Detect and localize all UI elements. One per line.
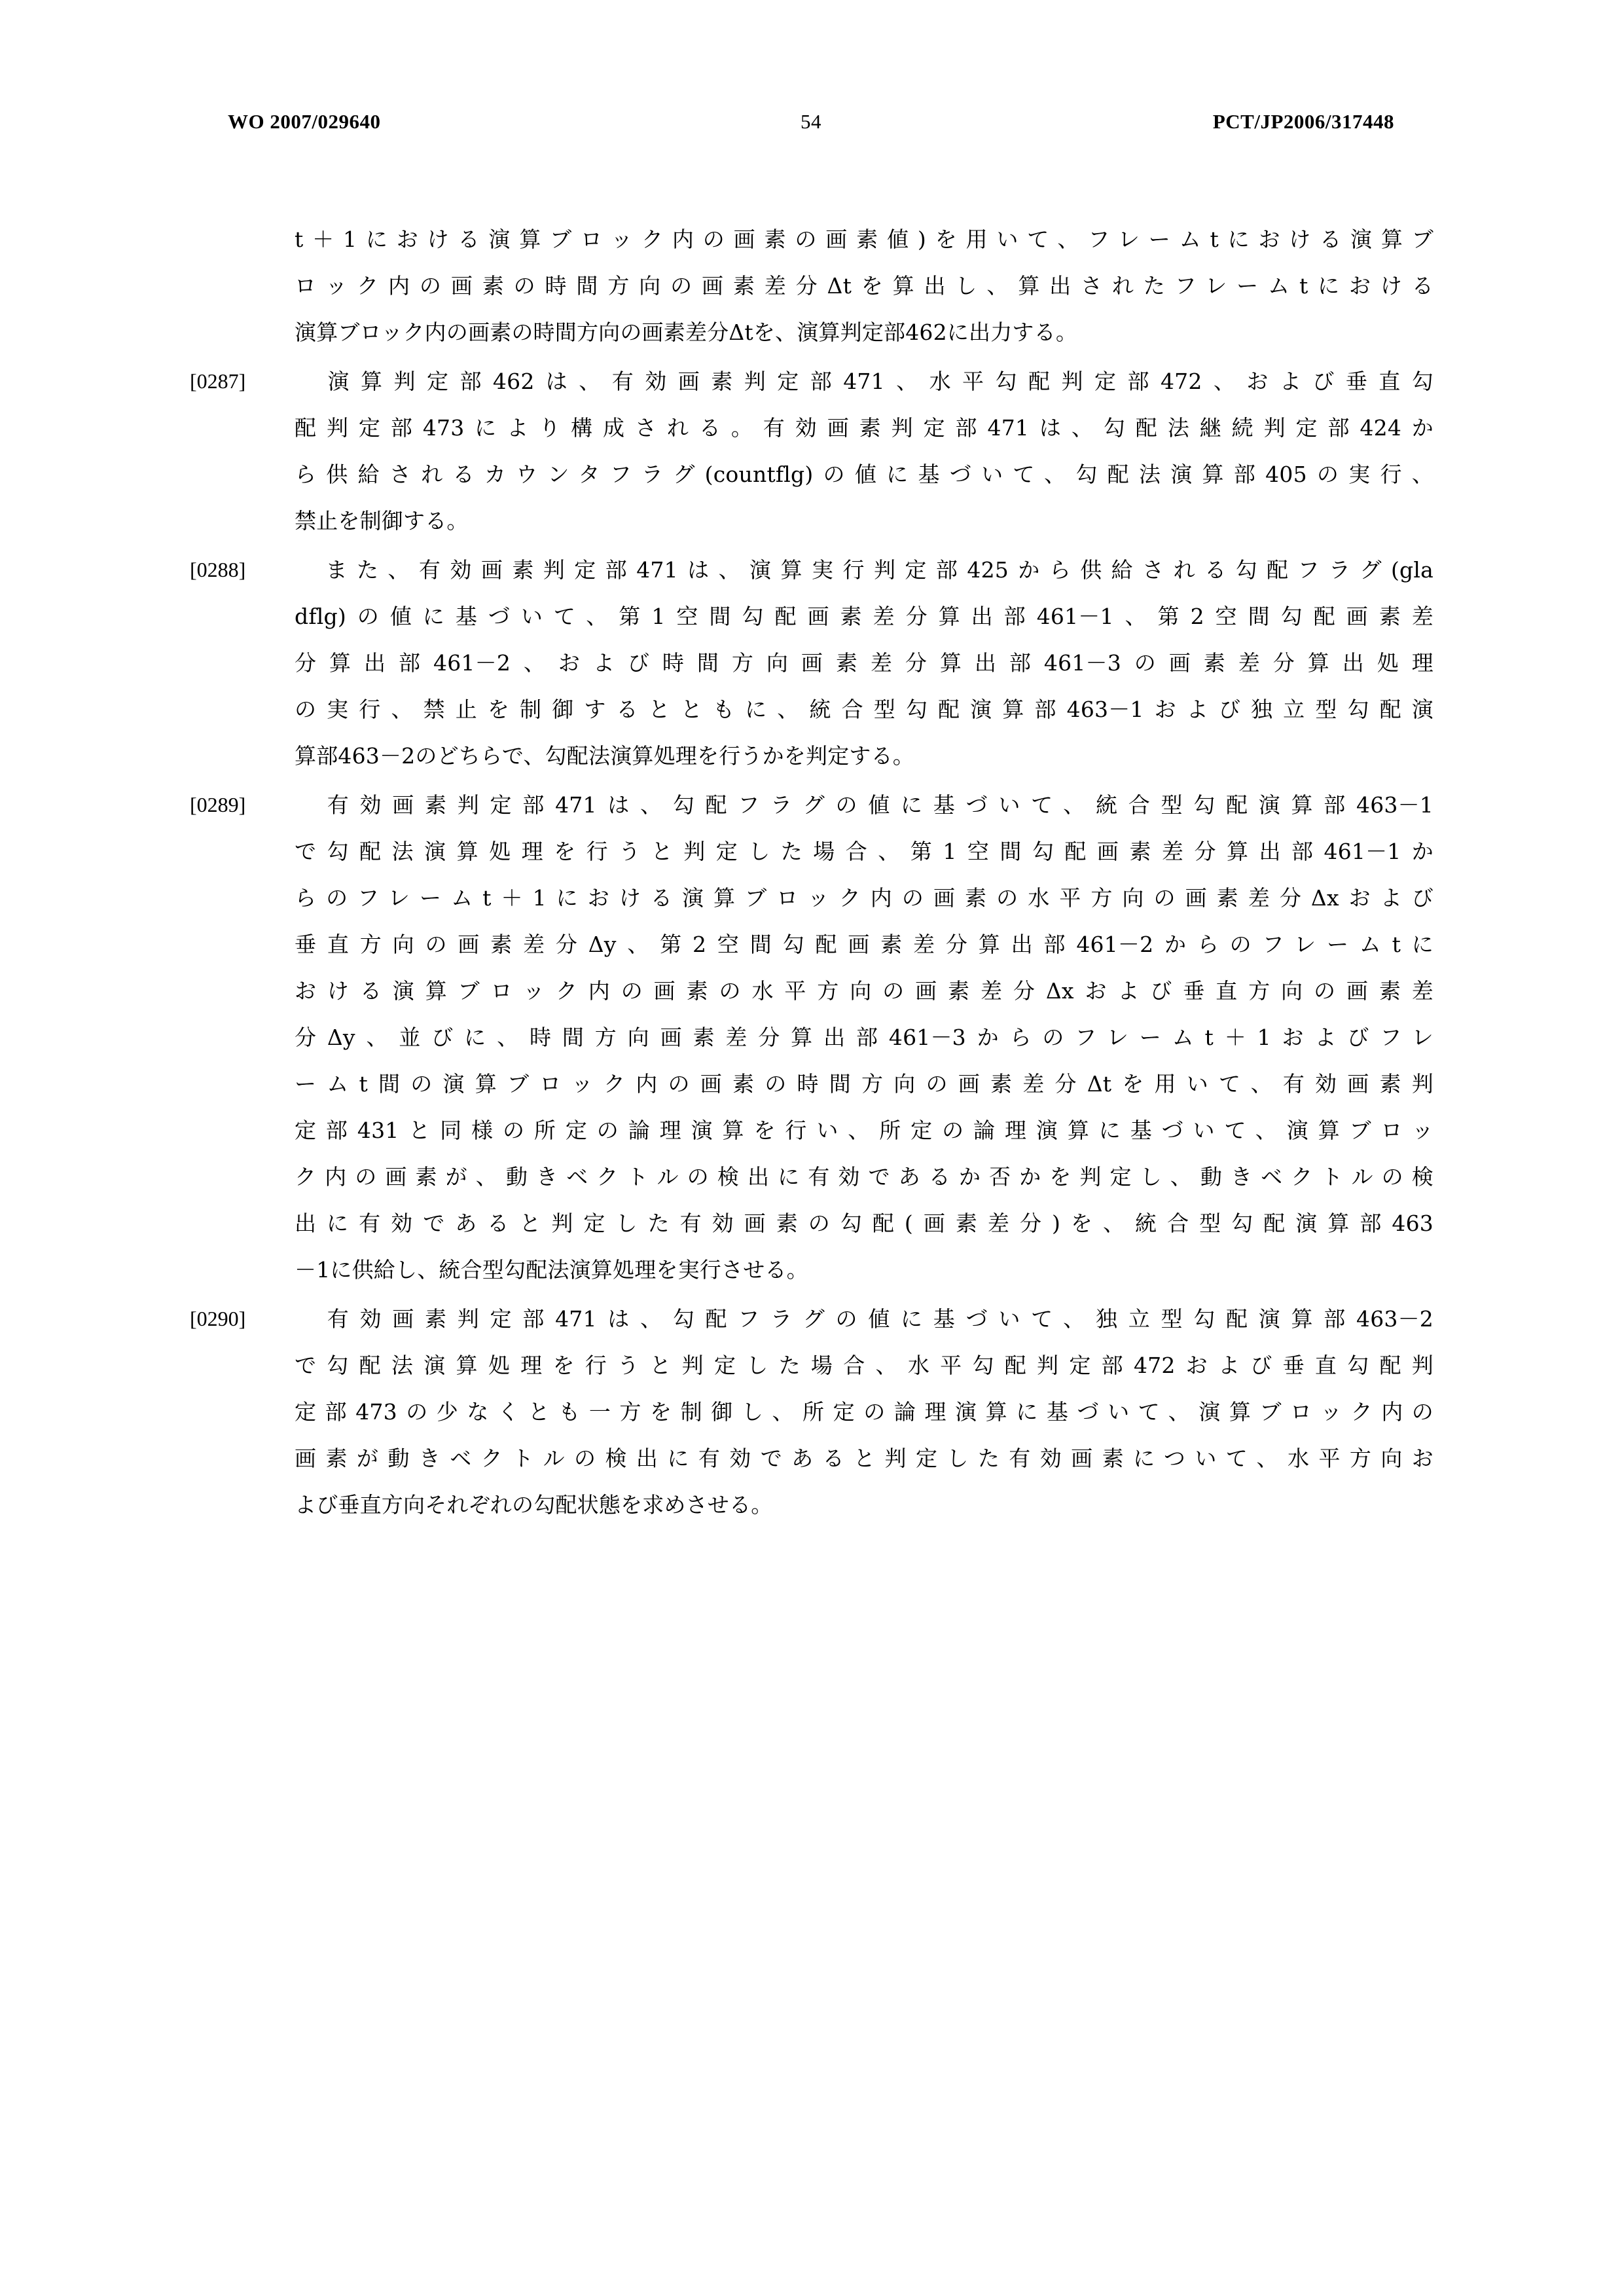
text-line: 演算ブロック内の画素の時間方向の画素差分Δtを、演算判定部462に出力する。	[295, 319, 1078, 345]
text-line: 算部463－2のどちらで、勾配法演算処理を行うかを判定する。	[295, 743, 914, 769]
paragraph-number: [0288]	[190, 558, 246, 581]
text-line: 有効画素判定部471は、勾配フラグの値に基づいて、独立型勾配演算部463－2	[295, 1306, 1433, 1332]
paragraph-text	[295, 358, 1433, 544]
text-line: dflg)の値に基づいて、第1空間勾配画素差分算出部461－1、第2空間勾配画素差	[295, 604, 1433, 629]
text-line: 定部431と同様の所定の論理演算を行い、所定の論理演算に基づいて、演算ブロッ	[295, 1118, 1433, 1143]
paragraph-text	[295, 547, 1433, 779]
text-line: ロック内の画素の時間方向の画素差分Δtを算出し、算出されたフレームtにおける	[295, 273, 1433, 299]
paragraph-0287	[190, 358, 1433, 544]
text-line: 配判定部473により構成される。有効画素判定部471は、勾配法継続判定部424か	[295, 415, 1433, 441]
application-number: PCT/JP2006/317448	[1212, 110, 1394, 133]
text-line: t＋1における演算ブロック内の画素の画素値)を用いて、フレームtにおける演算ブ	[295, 227, 1433, 252]
text-line: －1に供給し、統合型勾配法演算処理を実行させる。	[295, 1257, 808, 1283]
text-line: らのフレームt＋1における演算ブロック内の画素の水平方向の画素差分Δxおよび	[295, 885, 1433, 911]
paragraph-0289	[190, 782, 1433, 1293]
publication-number: WO 2007/029640	[228, 110, 381, 133]
text-line: 垂直方向の画素差分Δy、第2空間勾配画素差分算出部461－2からのフレームtに	[295, 932, 1433, 957]
paragraph-number: [0289]	[190, 793, 246, 816]
paragraph-text	[295, 782, 1433, 1293]
page-number: 54	[801, 110, 821, 133]
text-line: おける演算ブロック内の画素の水平方向の画素差分Δxおよび垂直方向の画素差	[295, 978, 1433, 1004]
paragraph-0290	[190, 1296, 1433, 1528]
paragraph-continuation	[190, 216, 1433, 355]
text-line: ク内の画素が、動きベクトルの検出に有効であるか否かを判定し、動きベクトルの検	[295, 1164, 1433, 1190]
text-line: で勾配法演算処理を行うと判定した場合、第1空間勾配画素差分算出部461－1か	[295, 839, 1433, 864]
text-line: で勾配法演算処理を行うと判定した場合、水平勾配判定部472および垂直勾配判	[295, 1353, 1433, 1378]
text-line: 画素が動きベクトルの検出に有効であると判定した有効画素について、水平方向お	[295, 1446, 1433, 1471]
text-line: 定部473の少なくとも一方を制御し、所定の論理演算に基づいて、演算ブロック内の	[295, 1399, 1433, 1425]
paragraph-number: [0287]	[190, 369, 246, 393]
text-line: の実行、禁止を制御するとともに、統合型勾配演算部463－1および独立型勾配演	[295, 697, 1433, 722]
paragraph-text	[295, 1296, 1433, 1528]
text-line: 有効画素判定部471は、勾配フラグの値に基づいて、統合型勾配演算部463－1	[295, 792, 1433, 818]
paragraph-number: [0290]	[190, 1307, 246, 1330]
text-line: 出に有効であると判定した有効画素の勾配(画素差分)を、統合型勾配演算部463	[295, 1211, 1433, 1236]
text-line: 演算判定部462は、有効画素判定部471、水平勾配判定部472、および垂直勾	[295, 369, 1433, 394]
paragraph-0288	[190, 547, 1433, 779]
text-line: ら供給されるカウンタフラグ(countflg)の値に基づいて、勾配法演算部405の実行、	[295, 462, 1433, 487]
text-line: よび垂直方向それぞれの勾配状態を求めさせる。	[295, 1492, 773, 1518]
text-line: 禁止を制御する。	[295, 508, 469, 534]
page-header	[0, 110, 1622, 136]
text-line: 分Δy、並びに、時間方向画素差分算出部461－3からのフレームt＋1およびフレ	[295, 1025, 1433, 1050]
text-line: 分算出部461－2、および時間方向画素差分算出部461－3の画素差分算出処理	[295, 650, 1433, 676]
document-body	[190, 216, 1433, 1531]
paragraph-text	[295, 216, 1433, 355]
text-line: ームt間の演算ブロック内の画素の時間方向の画素差分Δtを用いて、有効画素判	[295, 1071, 1433, 1097]
text-line: また、有効画素判定部471は、演算実行判定部425から供給される勾配フラグ(gla	[295, 557, 1433, 583]
